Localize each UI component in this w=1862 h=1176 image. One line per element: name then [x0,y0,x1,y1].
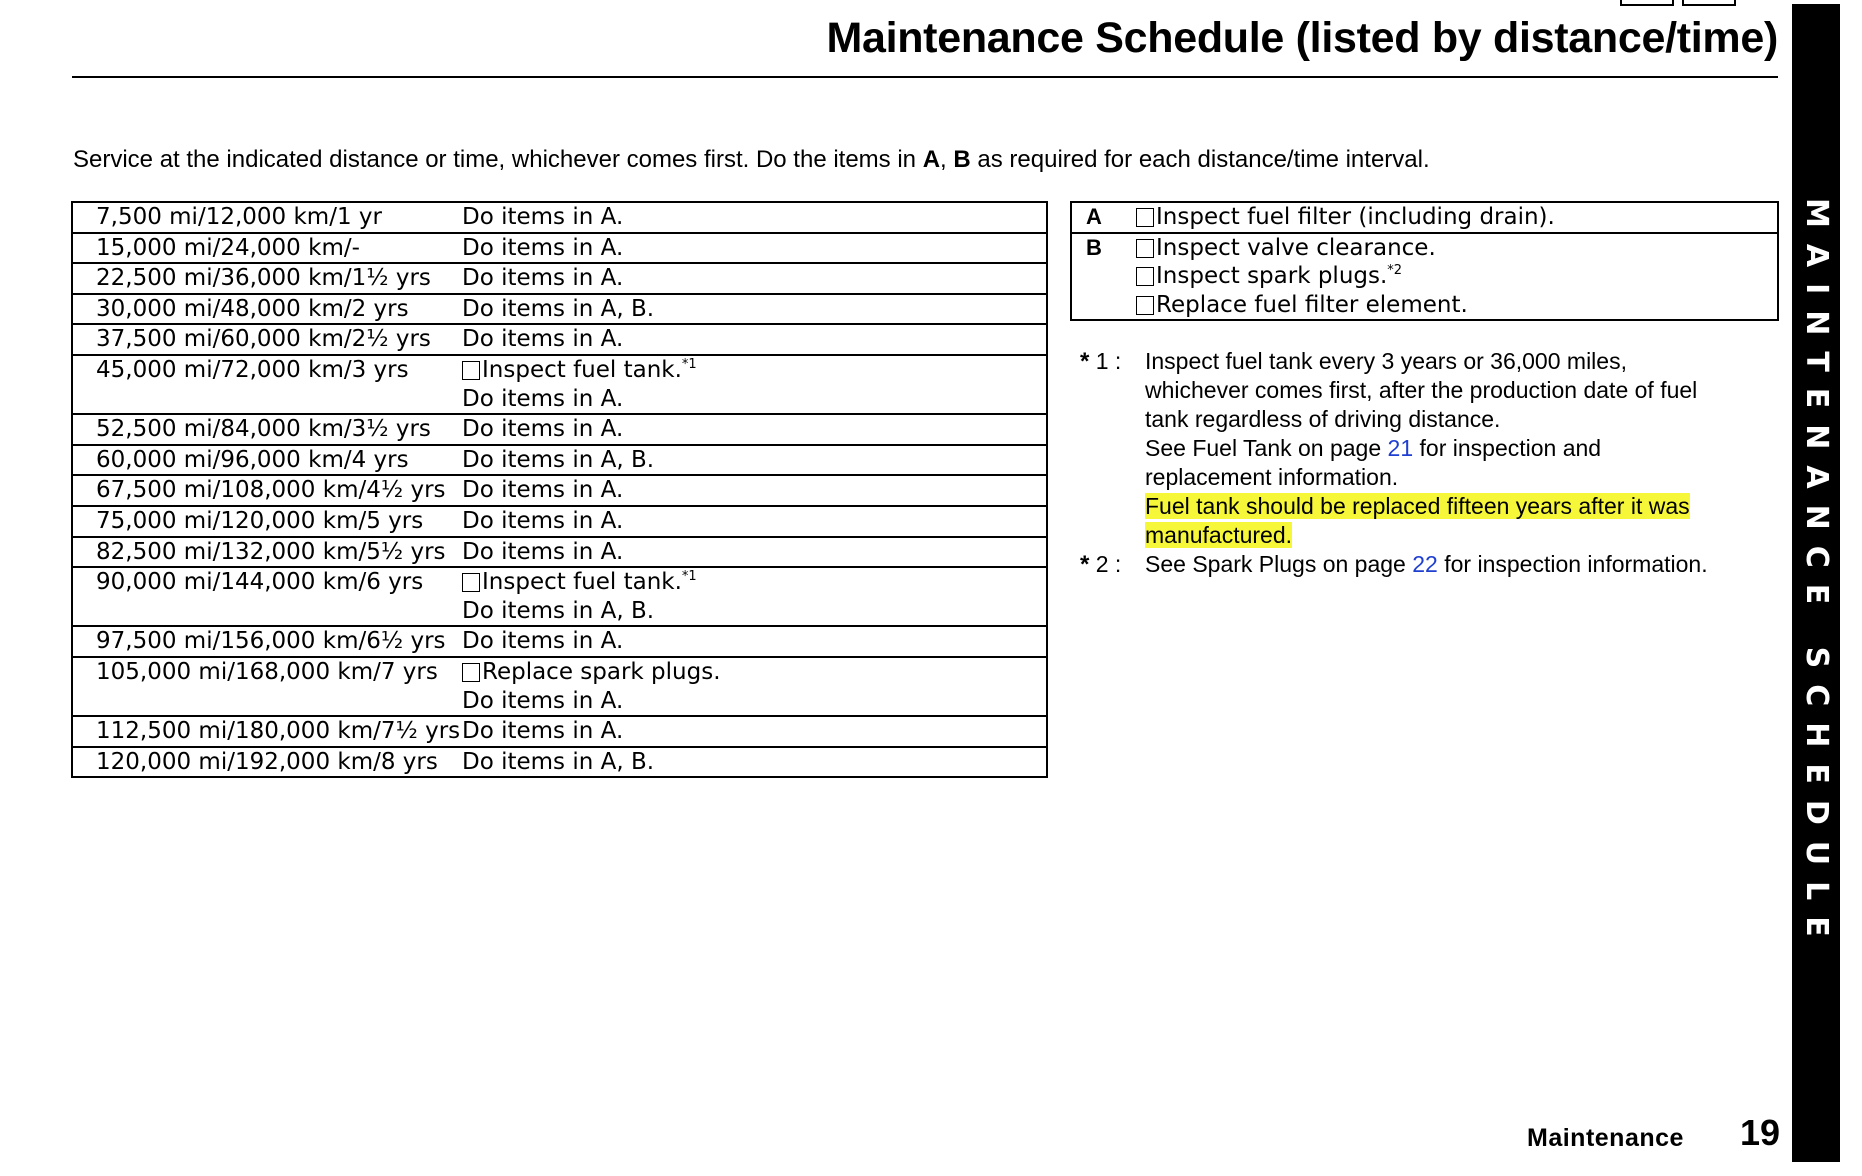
action-cell [462,263,1047,294]
action-text: Do items in A. [462,507,624,534]
footnote-colon: : [1114,551,1122,577]
footnote-line: whichever comes first, after the production date of fuel [1145,377,1698,403]
item-letter: A [1086,204,1102,229]
schedule-row [72,355,1047,414]
footnote-2 [1080,550,1780,579]
checkbox[interactable] [462,573,480,592]
item-entry [1136,233,1778,263]
schedule-table [71,201,1048,778]
checklist-item [462,658,1046,687]
footnote-marker [1080,347,1121,376]
checkbox[interactable] [1136,208,1154,227]
footnote-line: Inspect fuel tank every 3 years or 36,000 miles, [1145,348,1627,374]
interval-cell: 67,500 mi/108,000 km/4½ yrs [96,477,446,504]
intro-suffix: as required for each distance/time interval. [970,146,1430,173]
action-cell [462,355,1047,414]
interval-cell: 52,500 mi/84,000 km/3½ yrs [96,416,431,443]
action-text: Do items in A. [462,234,624,261]
item-letter [1071,262,1136,291]
action-text: Do items in A. [462,326,624,353]
items-table [1070,201,1779,321]
interval-cell: 112,500 mi/180,000 km/7½ yrs [96,718,461,745]
corner-box [1682,0,1736,6]
footnote-colon: : [1114,348,1122,374]
item-entry [1136,291,1778,321]
checklist-text: Replace spark plugs. [482,658,721,685]
action-text: Do items in A. [462,628,624,655]
intro-item-b: B [953,146,971,173]
checkbox[interactable] [1136,296,1154,315]
action-cell [462,657,1047,716]
action-cell [462,716,1047,747]
action-text: Do items in A. [462,416,624,443]
action-text: Do items in A, B. [462,597,655,624]
interval-cell: 22,500 mi/36,000 km/1½ yrs [96,265,431,292]
interval-cell: 45,000 mi/72,000 km/3 yrs [96,356,409,383]
intro-item-a: A [922,146,941,173]
footnote-star: * [1080,348,1090,375]
schedule-row [72,324,1047,355]
item-row [1071,262,1778,291]
schedule-row [72,506,1047,537]
footnote-number: 1 [1095,348,1109,374]
interval-cell: 37,500 mi/60,000 km/2½ yrs [96,326,431,353]
interval-cell: 97,500 mi/156,000 km/6½ yrs [96,628,446,655]
footnote-ref: *1 [681,569,697,585]
item-text: Inspect spark plugs. [1156,263,1388,290]
corner-box [1620,0,1674,6]
footnote-ref: *2 [1387,263,1403,279]
item-text: Replace fuel filter element. [1156,291,1468,318]
checkbox[interactable] [1136,239,1154,258]
schedule-row [72,747,1047,778]
action-cell [462,626,1047,657]
item-text: Inspect fuel filter (including drain). [1156,204,1555,230]
reference-suffix: for inspection information. [1437,551,1708,577]
action-cell [462,567,1047,626]
schedule-row [72,294,1047,325]
action-cell [462,445,1047,476]
title-rule [72,76,1778,78]
action-text: Do items in A. [462,204,624,230]
interval-cell: 30,000 mi/48,000 km/2 yrs [96,295,409,322]
schedule-row [72,626,1047,657]
interval-cell: 90,000 mi/144,000 km/6 yrs [96,569,424,596]
footnote-ref: *1 [681,356,697,372]
interval-cell: 105,000 mi/168,000 km/7 yrs [96,658,438,685]
top-corner-boxes [1620,0,1736,6]
reference-suffix: for inspection and [1413,435,1602,461]
schedule-row [72,445,1047,476]
interval-cell: 15,000 mi/24,000 km/- [96,234,360,261]
schedule-row [72,716,1047,747]
action-cell [462,294,1047,325]
reference-prefix: See Fuel Tank on page [1145,435,1388,461]
item-row [1071,233,1778,263]
intro-prefix: Service at the indicated distance or time, whichever comes first. Do the items in [73,146,923,173]
schedule-row [72,263,1047,294]
schedule-row [72,202,1047,233]
action-cell [462,747,1047,778]
item-letter: B [1086,234,1102,260]
checkbox[interactable] [1136,267,1154,286]
action-cell [462,506,1047,537]
footnote-number: 2 [1095,551,1109,577]
action-cell [462,537,1047,568]
highlighted-text: manufactured. [1145,522,1293,548]
item-letter [1071,291,1136,321]
action-cell [462,414,1047,445]
checklist-item [462,356,1046,385]
schedule-row [72,414,1047,445]
schedule-row [72,233,1047,264]
checkbox[interactable] [462,663,480,682]
schedule-row [72,567,1047,626]
action-text: Do items in A. [462,477,624,504]
item-entry [1136,202,1778,233]
action-text: Do items in A. [462,385,624,412]
action-text: Do items in A. [462,718,624,745]
interval-cell: 82,500 mi/132,000 km/5½ yrs [96,538,446,565]
footnote-1 [1080,347,1780,550]
action-cell [462,202,1047,233]
section-side-tab-label: MAINTENANCE SCHEDULE [1799,198,1834,953]
footer-section-label: Maintenance [1527,1124,1684,1152]
checkbox[interactable] [462,361,480,380]
item-text: Inspect valve clearance. [1156,234,1436,261]
page-number: 19 [1740,1112,1781,1153]
schedule-row [72,657,1047,716]
checklist-text: Inspect fuel tank. [482,569,682,596]
page-title: Maintenance Schedule (listed by distance/time) [826,14,1778,62]
intro-separator: , [940,146,954,173]
footnote-reference [1145,434,1780,463]
interval-cell: 60,000 mi/96,000 km/4 yrs [96,446,409,473]
intro-text [73,146,1773,174]
footnote-reference [1145,550,1780,579]
action-cell [462,233,1047,264]
action-cell [462,324,1047,355]
action-text: Do items in A. [462,265,624,292]
interval-cell: 75,000 mi/120,000 km/5 yrs [96,507,424,534]
schedule-row [72,537,1047,568]
page-link-22[interactable]: 22 [1412,551,1438,577]
checklist-text: Inspect fuel tank. [482,356,682,383]
action-text: Do items in A. [462,687,624,714]
action-text: Do items in A, B. [462,295,655,322]
footnotes [1080,347,1780,579]
page-link-21[interactable]: 21 [1387,435,1414,461]
interval-cell: 120,000 mi/192,000 km/8 yrs [96,748,438,775]
interval-cell: 7,500 mi/12,000 km/1 yr [96,204,382,230]
footnote-marker [1080,550,1121,579]
item-entry [1136,262,1778,291]
footnote-line: replacement information. [1145,464,1399,490]
item-row [1071,291,1778,321]
schedule-row [72,475,1047,506]
action-text: Do items in A, B. [462,748,655,775]
action-text: Do items in A. [462,538,624,565]
checklist-item [462,568,1046,597]
action-text: Do items in A, B. [462,446,655,473]
reference-prefix: See Spark Plugs on page [1145,551,1413,577]
footnote-line: tank regardless of driving distance. [1145,406,1501,432]
action-cell [462,475,1047,506]
highlighted-text: Fuel tank should be replaced fifteen years after it was [1145,493,1690,519]
footnote-star: * [1080,551,1090,578]
item-row [1071,202,1778,233]
